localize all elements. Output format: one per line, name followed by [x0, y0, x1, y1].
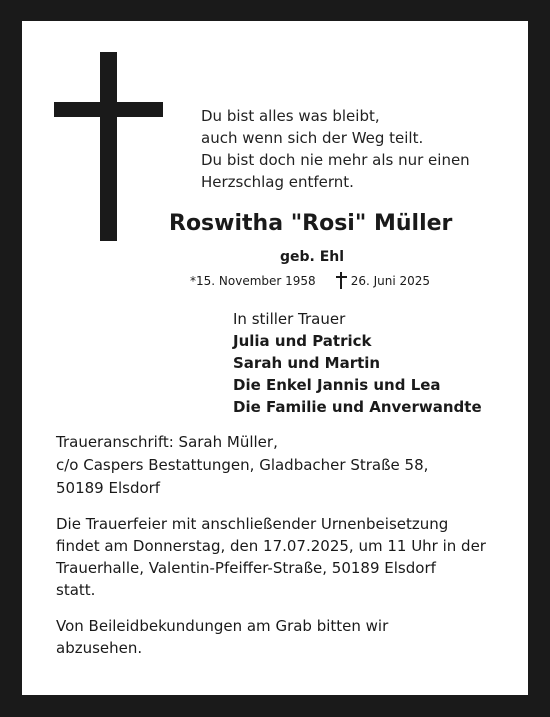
death-cross-icon: [336, 272, 347, 289]
birth-date: *15. November 1958: [190, 273, 316, 288]
mourning-address: [56, 431, 428, 500]
condolence-line: Von Beileidbekundungen am Grab bitten wir: [56, 617, 389, 635]
poem-line: Du bist alles was bleibt,: [201, 107, 380, 125]
address-line: c/o Caspers Bestattungen, Gladbacher Straße 58,: [56, 456, 429, 474]
cross-icon: [54, 52, 163, 241]
ceremony-line: findet am Donnerstag, den 17.07.2025, um 11 Uhr in der: [56, 537, 486, 555]
address-line: Traueranschrift: Sarah Müller,: [56, 433, 278, 451]
life-dates: [190, 272, 430, 289]
address-line: 50189 Elsdorf: [56, 479, 161, 497]
deceased-name: Roswitha "Rosi" Müller: [169, 211, 453, 236]
poem-line: auch wenn sich der Weg teilt.: [201, 129, 424, 147]
ceremony-line: Trauerhalle, Valentin-Pfeiffer-Straße, 50189 Elsdorf: [56, 559, 436, 577]
born-name: geb. Ehl: [280, 249, 345, 265]
ceremony-info: [56, 513, 486, 601]
mourner-name: Sarah und Martin: [233, 354, 381, 372]
condolence-line: abzusehen.: [56, 639, 143, 657]
poem-line: Du bist doch nie mehr als nur einen: [201, 151, 470, 169]
mourners: [233, 308, 482, 418]
death-date: 26. Juni 2025: [350, 273, 431, 288]
poem: [201, 105, 470, 193]
mourner-name: Die Familie und Anverwandte: [233, 398, 482, 416]
poem-line: Herzschlag entfernt.: [201, 173, 354, 191]
condolence-note: [56, 615, 388, 659]
ceremony-line: Die Trauerfeier mit anschließender Urnenbeisetzung: [56, 515, 449, 533]
mourner-name: Die Enkel Jannis und Lea: [233, 376, 441, 394]
obituary-notice: [22, 21, 528, 695]
mourners-intro: In stiller Trauer: [233, 310, 346, 328]
mourner-name: Julia und Patrick: [233, 332, 372, 350]
ceremony-line: statt.: [56, 581, 96, 599]
